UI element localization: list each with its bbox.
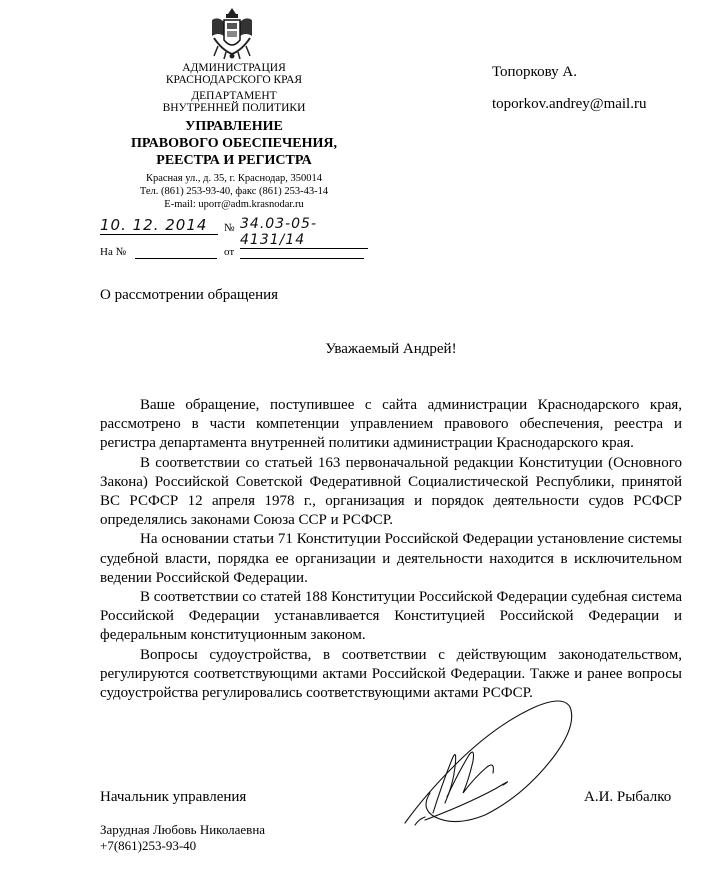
unit-name-line2: ПРАВОВОГО ОБЕСПЕЧЕНИЯ, <box>131 136 337 151</box>
unit-name-line1: УПРАВЛЕНИЕ <box>185 119 283 134</box>
signer-title: Начальник управления <box>100 789 247 805</box>
org-name-line2: КРАСНОДАРСКОГО КРАЯ <box>165 74 303 86</box>
coat-of-arms-icon <box>208 6 256 60</box>
org-name-line1: АДМИНИСТРАЦИЯ <box>182 62 286 74</box>
dept-name-line2: ВНУТРЕННЕЙ ПОЛИТИКИ <box>162 102 306 114</box>
reply-from-label: от <box>224 246 235 258</box>
reply-label: На № <box>100 246 127 258</box>
recipient-email: toporkov.andrey@mail.ru <box>492 96 647 112</box>
dept-name-line1: ДЕПАРТАМЕНТ <box>191 90 277 102</box>
paragraph: В соответствии со статей 188 Конституции Российской Федерации судебная система Российской Федерации устанавливается Конституцией Российской Федерации и федеральным конституционным законом. <box>100 589 682 644</box>
paragraph: Вопросы судоустройства, в соответствии с действующим законодательством, регулируются соответствующими актами Российской Федерации. Также и ранее вопросы судоустройства регулировались соответствующими актами РСФСР. <box>100 646 682 702</box>
letter-body <box>100 396 682 703</box>
executor-name: Зарудная Любовь Николаевна <box>100 822 266 837</box>
org-phones: Тел. (861) 253-93-40, факс (861) 253-43-14 <box>139 186 329 197</box>
executor-info <box>100 822 265 854</box>
greeting: Уважаемый Андрей! <box>325 341 457 357</box>
signer-name: А.И. Рыбалко <box>584 789 672 805</box>
reg-date: 10. 12. 2014 <box>100 216 218 235</box>
letter-subject: О рассмотрении обращения <box>100 287 279 303</box>
recipient-name: Топоркову А. <box>492 64 577 80</box>
reply-number-line <box>135 258 217 259</box>
reg-number: 34.03-05-4131/14 <box>240 216 368 249</box>
reg-number-label: № <box>224 222 235 234</box>
reg-date-field <box>100 216 220 235</box>
paragraph: Ваше обращение, поступившее с сайта администрации Краснодарского края, рассмотрено в части компетенции управлением правового обеспечения, реестра и регистра департамента внутренней политики администрации Краснодарского края. <box>100 397 682 452</box>
handwritten-signature-icon <box>395 685 580 830</box>
executor-phone: +7(861)253-93-40 <box>100 838 197 853</box>
org-address: Красная ул., д. 35, г. Краснодар, 350014 <box>145 173 323 184</box>
org-email: E-mail: uporr@adm.krasnodar.ru <box>164 199 304 210</box>
reply-date-line <box>240 258 364 259</box>
unit-name-line3: РЕЕСТРА И РЕГИСТРА <box>156 153 312 168</box>
reg-number-field <box>240 216 368 249</box>
paragraph: В соответствии со статьей 163 первоначальной редакции Конституции (Основного Закона) Российской Советской Федеративной Социалистической Республики, принятой ВС РСФСР 12 апреля 1978 г., организация и порядок деятельности судов РСФСР определялись законами Союза ССР и РСФСР. <box>100 454 682 529</box>
paragraph: На основании статьи 71 Конституции Российской Федерации установление системы судебной власти, порядка ее организации и деятельности находится в исключительном ведении Российской Федерации. <box>100 531 682 586</box>
